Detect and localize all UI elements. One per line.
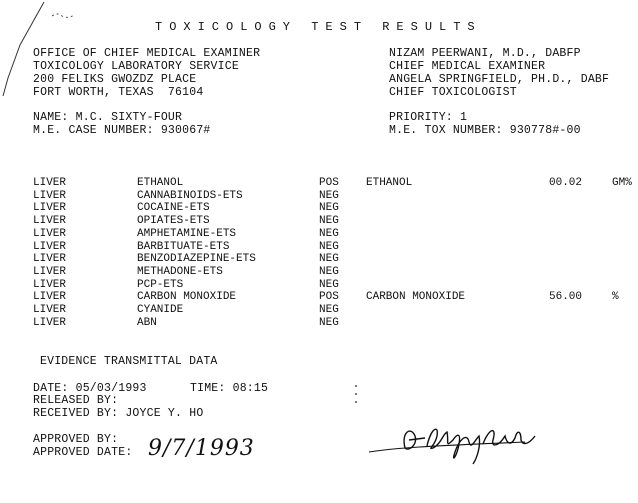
result-test: OPIATES-ETS — [137, 215, 210, 228]
result-test: AMPHETAMINE-ETS — [137, 227, 237, 240]
result-row — [0, 177, 638, 190]
case-number: M.E. CASE NUMBER: 930067# — [33, 124, 211, 137]
result-value: 56.00 — [549, 291, 583, 304]
result-specimen: LIVER — [33, 291, 67, 304]
received-by: RECEIVED BY: JOYCE Y. HO — [33, 407, 204, 420]
result-row — [0, 228, 638, 241]
signature — [365, 418, 555, 468]
official-medical-examiner: NIZAM PEERWANI, M.D., DABFP — [389, 47, 581, 60]
result-row — [0, 202, 638, 215]
result-test: CYANIDE — [137, 304, 184, 316]
result-specimen: LIVER — [33, 202, 67, 215]
result-specimen: LIVER — [33, 215, 67, 228]
tox-number: M.E. TOX NUMBER: 930778#-00 — [389, 124, 581, 137]
result-specimen: LIVER — [33, 253, 67, 266]
result-row — [0, 304, 638, 317]
result-test: BARBITUATE-ETS — [137, 240, 230, 253]
result-unit: % — [612, 291, 619, 304]
official-title-2: CHIEF TOXICOLOGIST — [389, 86, 517, 99]
result-unit: GM% — [612, 177, 632, 189]
evidence-date: DATE: 05/03/1993 — [33, 382, 147, 395]
result-specimen: LIVER — [33, 304, 67, 316]
approved-date-handwritten: 9/7/1993 — [148, 436, 255, 461]
result-row — [0, 241, 638, 254]
dot-marks — [352, 383, 362, 413]
result-row — [0, 317, 638, 330]
result-row — [0, 190, 638, 203]
result-specimen: LIVER — [33, 227, 67, 240]
result-status: POS — [319, 291, 339, 304]
result-row — [0, 215, 638, 228]
official-toxicologist: ANGELA SPRINGFIELD, PH.D., DABF — [389, 73, 610, 86]
result-test: CARBON MONOXIDE — [137, 291, 237, 304]
result-status: NEG — [319, 304, 339, 316]
result-found-name: CARBON MONOXIDE — [366, 291, 466, 304]
report-title: TOXICOLOGY TEST RESULTS — [155, 20, 482, 34]
result-status: NEG — [319, 202, 339, 215]
result-test: ETHANOL — [137, 177, 184, 189]
result-test: COCAINE-ETS — [137, 202, 210, 215]
result-row — [0, 253, 638, 266]
result-status: POS — [319, 177, 339, 189]
result-specimen: LIVER — [33, 240, 67, 253]
evidence-time: TIME: 08:15 — [190, 382, 269, 395]
result-test: METHADONE-ETS — [137, 265, 223, 278]
result-value: 00.02 — [549, 177, 583, 189]
result-specimen: LIVER — [33, 177, 67, 189]
result-status: NEG — [319, 316, 339, 329]
released-by: RELEASED BY: — [33, 394, 119, 407]
approved-by: APPROVED BY: — [33, 433, 119, 446]
result-status: NEG — [319, 240, 339, 253]
result-test: BENZODIAZEPINE-ETS — [137, 253, 256, 266]
result-status: NEG — [319, 215, 339, 228]
decedent-name: NAME: M.C. SIXTY-FOUR — [33, 111, 183, 124]
office-street: 200 FELIKS GWOZDZ PLACE — [33, 73, 197, 86]
office-name: OFFICE OF CHIEF MEDICAL EXAMINER — [33, 47, 261, 60]
result-test: PCP-ETS — [137, 278, 184, 291]
result-row — [0, 291, 638, 304]
official-title-1: CHIEF MEDICAL EXAMINER — [389, 60, 546, 73]
result-specimen: LIVER — [33, 189, 67, 202]
approved-date-label: APPROVED DATE: — [33, 446, 133, 459]
office-city: FORT WORTH, TEXAS 76104 — [33, 86, 204, 99]
result-specimen: LIVER — [33, 278, 67, 291]
result-test: ABN — [137, 316, 157, 329]
result-row — [0, 279, 638, 292]
result-status: NEG — [319, 278, 339, 291]
result-status: NEG — [319, 189, 339, 202]
result-found-name: ETHANOL — [366, 177, 413, 189]
result-specimen: LIVER — [33, 265, 67, 278]
office-service: TOXICOLOGY LABORATORY SERVICE — [33, 60, 239, 73]
result-status: NEG — [319, 265, 339, 278]
priority: PRIORITY: 1 — [389, 111, 468, 124]
result-specimen: LIVER — [33, 316, 67, 329]
result-test: CANNABINOIDS-ETS — [137, 189, 243, 202]
result-status: NEG — [319, 227, 339, 240]
result-row — [0, 266, 638, 279]
result-status: NEG — [319, 253, 339, 266]
evidence-heading: EVIDENCE TRANSMITTAL DATA — [40, 355, 218, 368]
